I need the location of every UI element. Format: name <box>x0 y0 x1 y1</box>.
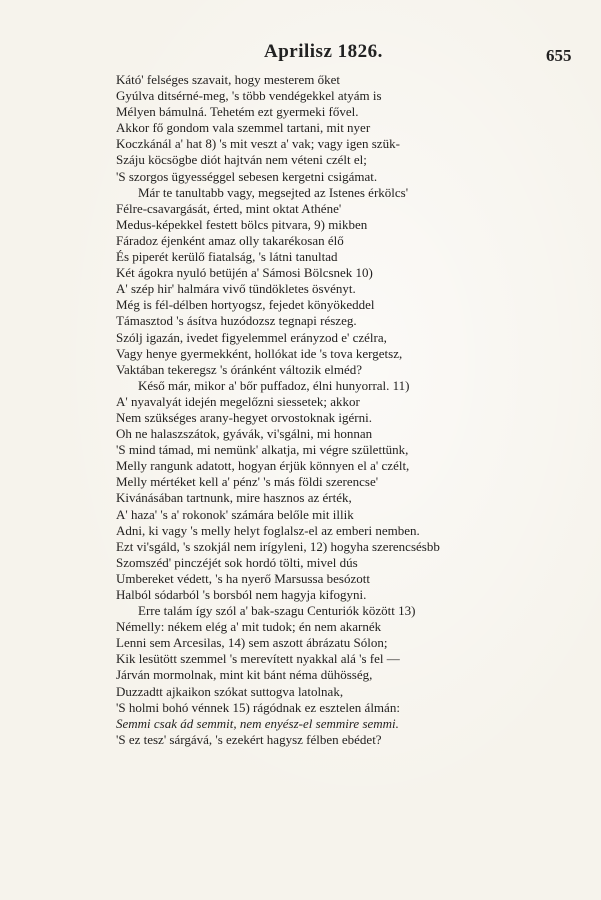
poem-line: Adni, ki vagy 's melly helyt foglalsz-el az emberi nemben. <box>116 522 420 538</box>
poem-line: 'S szorgos ügyességgel sebesen kergetni csigámat. <box>116 168 378 184</box>
poem-line: Umbereket védett, 's ha nyerő Marsussa besózott <box>116 570 370 586</box>
poem-text <box>116 72 546 748</box>
poem-line: Kátó' felséges szavait, hogy mesterem őket <box>116 72 340 87</box>
poem-line: Duzzadtt ajkaikon szókat suttogva latolnak, <box>116 683 344 699</box>
poem-line: Vagy henye gyermekként, hollókat ide 's tova kergetsz, <box>116 345 403 361</box>
poem-line: Melly rangunk adatott, hogyan érjük könnyen el a' czélt, <box>116 458 410 474</box>
poem-line: Lenni sem Arcesilas, 14) sem aszott ábrázatu Sólon; <box>116 635 388 651</box>
poem-line: Támasztod 's ásítva huzódozsz tegnapi részeg. <box>116 313 357 329</box>
poem-line: Melly mértéket kell a' pénz' 's más földi szerencse' <box>116 474 379 490</box>
poem-line: Oh ne halaszszátok, gyávák, vi'sgálni, mi honnan <box>116 426 373 442</box>
poem-line: Vaktában tekeregsz 's óránként változik elméd? <box>116 361 362 377</box>
poem-line: Már te tanultabb vagy, megsejted az Istenes érkölcs' <box>138 184 409 200</box>
poem-line: Némelly: nékem elég a' mit tudok; én nem akarnék <box>116 619 382 635</box>
poem-line: Járván mormolnak, mint kit bánt néma dühösség, <box>116 667 373 683</box>
poem-line: Félre-csavargását, érted, mint oktat Athéne' <box>116 200 342 216</box>
poem-line: Halból sódarból 's borsból nem hagyja kifogyni. <box>116 587 367 602</box>
poem-line: Erre talám így szól a' bak-szagu Centuriók között 13) <box>138 603 416 619</box>
poem-line: Ezt vi'sgáld, 's szokjál nem irígyleni, 12) hogyha szerencsésbb <box>116 538 440 554</box>
poem-line: Száju köcsögbe diót hajtván nem véteni czélt el; <box>116 152 367 168</box>
poem-line: Fáradoz éjenként amaz olly takarékosan élő <box>116 232 344 248</box>
poem-line: 'S ez tesz' sárgává, 's ezekért hagysz félben ebédet? <box>116 731 382 747</box>
poem-line: Szólj igazán, ivedet figyelemmel erányzod e' czélra, <box>116 329 387 345</box>
poem-line: 'S holmi bohó vénnek 15) rágódnak ez esztelen álmán: <box>116 699 400 715</box>
poem-line: Kik lesütött szemmel 's merevített nyakkal alá 's fel — <box>116 651 400 667</box>
poem-line: A' szép hir' halmára vivő tündökletes ösvényt. <box>116 281 356 297</box>
poem-line: Semmi csak ád semmit, nem enyész-el semmire semmi. <box>116 715 399 731</box>
page-number: 655 <box>546 46 572 65</box>
poem-line: Nem szükséges arany-hegyet orvostoknak igérni. <box>116 409 372 425</box>
poem-line: Gyúlva ditsérné-meg, 's több vendégekkel atyám is <box>116 88 382 104</box>
poem-line: Kivánásában tartnunk, mire hasznos az érték, <box>116 490 352 506</box>
poem-line: Szomszéd' pinczéjét sok hordó tölti, mivel dús <box>116 554 358 570</box>
poem-line: A' haza' 's a' rokonok' számára belőle mit illik <box>116 506 354 522</box>
poem-line: Koczkánál a' hat 8) 's mit veszt a' vak; vagy igen szük- <box>116 136 400 152</box>
poem-line: 'S mind támad, mi nemünk' alkatja, mi végre születtünk, <box>116 442 409 458</box>
poem-line: Akkor fő gondom vala szemmel tartani, mit nyer <box>116 120 371 136</box>
poem-line: Késő már, mikor a' bőr puffadoz, élni hunyorral. 11) <box>138 377 410 393</box>
poem-line: Még is fél-délben hortyogsz, fejedet könyökeddel <box>116 297 375 313</box>
poem-line: Mélyen bámulná. Tehetém ezt gyermeki fővel. <box>116 104 359 120</box>
poem-line: Medus-képekkel festett bölcs pitvara, 9) mikben <box>116 216 368 232</box>
running-head: Aprilisz 1826. <box>264 41 383 62</box>
poem-line: És piperét kerülő fiatalság, 's látni tanultad <box>116 249 338 265</box>
poem-line: A' nyavalyát idején megelőzni siessetek; akkor <box>116 393 360 409</box>
poem-line: Két ágokra nyuló betüjén a' Sámosi Bölcsnek 10) <box>116 265 373 281</box>
